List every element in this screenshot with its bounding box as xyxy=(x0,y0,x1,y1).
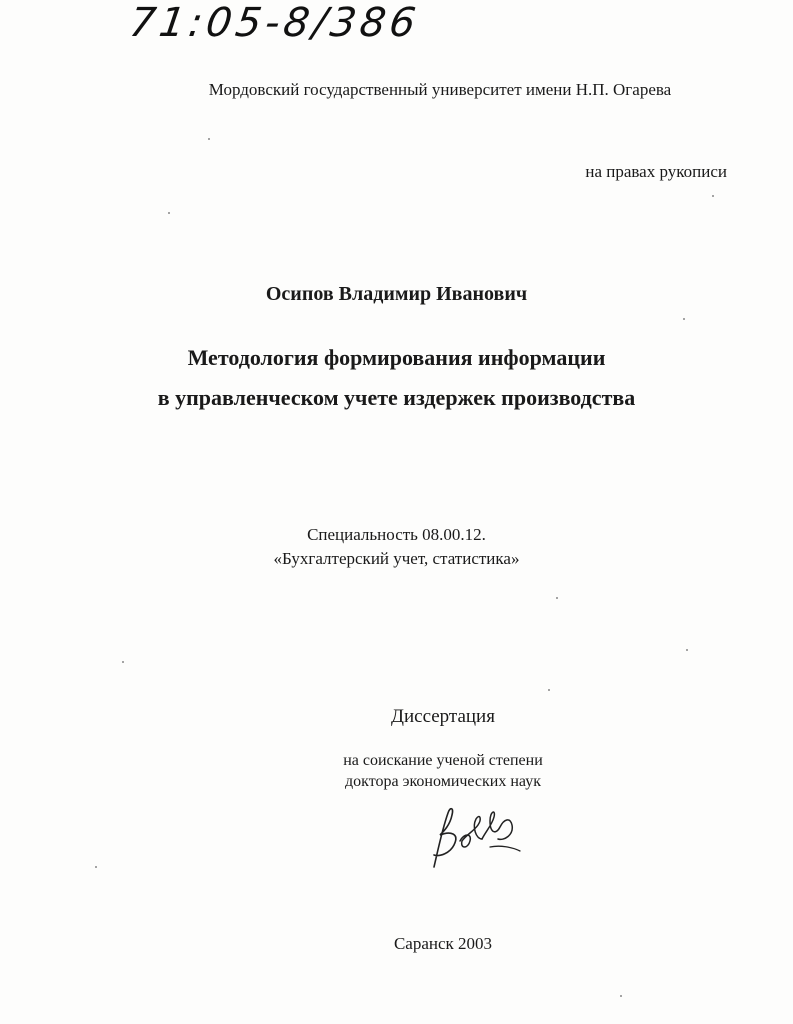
scan-speck xyxy=(686,649,688,651)
scan-speck xyxy=(548,689,550,691)
scan-speck xyxy=(683,318,685,320)
university-name: Мордовский государственный университет имени Н.П. Огарева xyxy=(208,80,672,99)
rights-note: на правах рукописи xyxy=(585,162,727,181)
scan-speck xyxy=(712,195,714,197)
scan-speck xyxy=(122,661,124,663)
archive-number: 71:05-8/386 xyxy=(126,0,423,46)
signature-icon xyxy=(420,795,530,875)
degree-line-2: доктора экономических наук xyxy=(345,773,541,790)
scan-speck xyxy=(620,995,622,997)
author-name: Осипов Владимир Иванович xyxy=(265,283,528,305)
specialty-line-2: «Бухгалтерский учет, статистика» xyxy=(273,549,520,568)
place-year: Саранск 2003 xyxy=(393,934,493,953)
title-line-2: в управленческом учете издержек производства xyxy=(157,385,636,410)
scan-speck xyxy=(208,138,210,140)
title-line-1: Методология формирования информации xyxy=(187,345,606,370)
scan-speck xyxy=(95,866,97,868)
scan-speck xyxy=(168,212,170,214)
document-type: Диссертация xyxy=(391,706,495,727)
scan-speck xyxy=(556,597,558,599)
specialty-line-1: Специальность 08.00.12. xyxy=(307,525,486,544)
degree-line-1: на соискание ученой степени xyxy=(343,752,543,769)
